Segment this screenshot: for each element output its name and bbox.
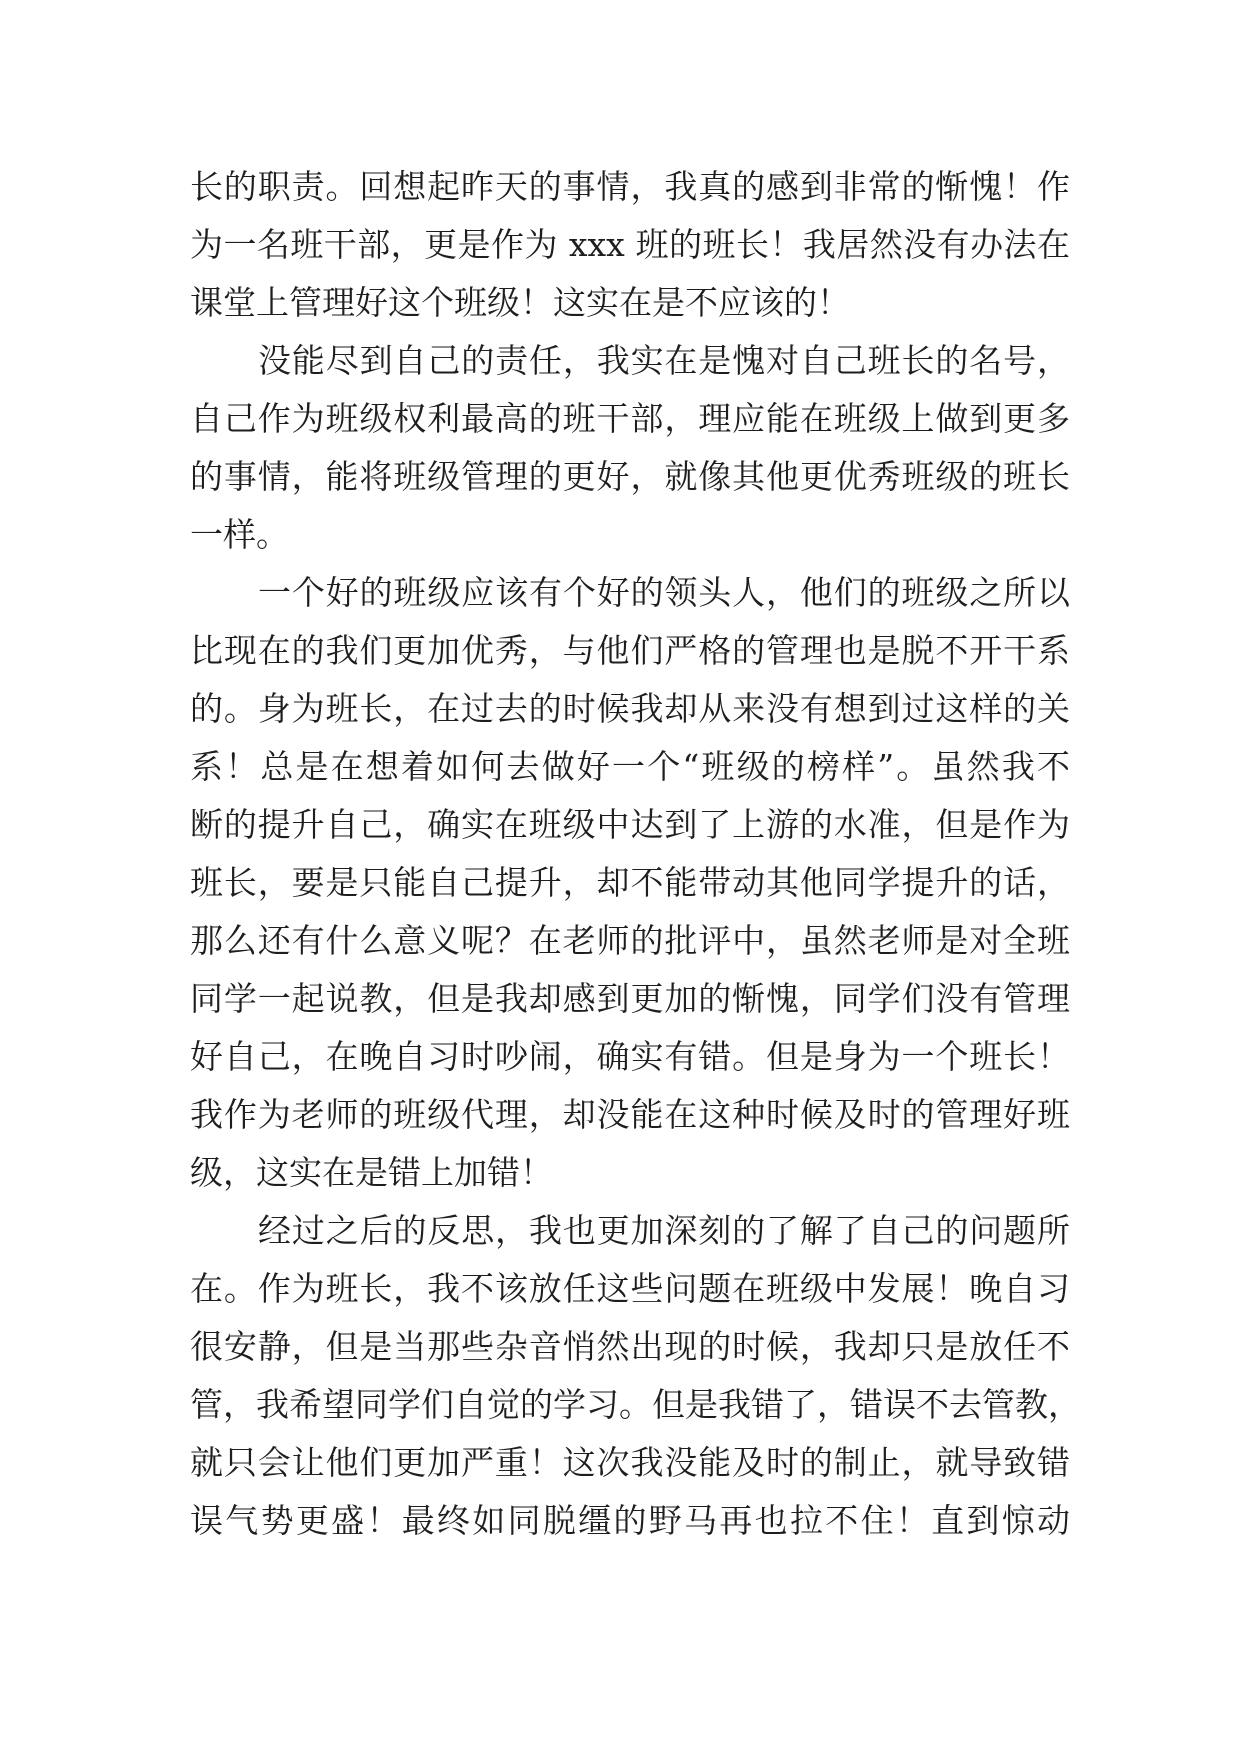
text-line: 很安静，但是当那些杂音悄然出现的时候，我却只是放任不 <box>190 1327 1070 1366</box>
text-line: 我作为老师的班级代理，却没能在这种时候及时的管理好班 <box>190 1095 1070 1134</box>
text-line: 的事情，能将班级管理的更好，就像其他更优秀班级的班长 <box>190 457 1070 496</box>
text-line: 一样。 <box>190 515 289 554</box>
text-line: 好自己，在晚自习时吵闹，确实有错。但是身为一个班长！ <box>190 1037 1070 1076</box>
text-line: 在。作为班长，我不该放任这些问题在班级中发展！晚自习 <box>190 1269 1070 1308</box>
text-line: 就只会让他们更加严重！这次我没能及时的制止，就导致错 <box>190 1443 1070 1482</box>
text-line: 自己作为班级权利最高的班干部，理应能在班级上做到更多 <box>190 399 1070 438</box>
text-line: 一个好的班级应该有个好的领头人，他们的班级之所以 <box>258 573 1070 612</box>
text-line: 比现在的我们更加优秀，与他们严格的管理也是脱不开干系 <box>190 631 1070 670</box>
text-line: 为一名班干部，更是作为 xxx 班的班长！我居然没有办法在 <box>190 225 1070 264</box>
paragraph-4 <box>190 1202 1081 1550</box>
text-line: 经过之后的反思，我也更加深刻的了解了自己的问题所 <box>258 1211 1070 1250</box>
text-line: 误气势更盛！最终如同脱缰的野马再也拉不住！直到惊动 <box>190 1501 1070 1540</box>
document-body <box>190 158 1081 1550</box>
paragraph-2 <box>190 332 1070 564</box>
text-line: 的。身为班长，在过去的时候我却从来没有想到过这样的关 <box>190 689 1070 728</box>
paragraph-1 <box>190 158 1070 332</box>
paragraph-3 <box>190 564 1070 1202</box>
text-line: 系！总是在想着如何去做好一个“班级的榜样”。虽然我不 <box>190 747 1070 786</box>
text-line: 长的职责。回想起昨天的事情，我真的感到非常的惭愧！作 <box>190 167 1070 206</box>
text-line: 那么还有什么意义呢？在老师的批评中，虽然老师是对全班 <box>190 921 1070 960</box>
text-line: 断的提升自己，确实在班级中达到了上游的水准，但是作为 <box>190 805 1070 844</box>
text-line: 没能尽到自己的责任，我实在是愧对自己班长的名号， <box>258 341 1070 380</box>
text-line: 同学一起说教，但是我却感到更加的惭愧，同学们没有管理 <box>190 979 1070 1018</box>
text-line: 班长，要是只能自己提升，却不能带动其他同学提升的话， <box>190 863 1070 902</box>
text-line: 管，我希望同学们自觉的学习。但是我错了，错误不去管教， <box>190 1385 1081 1424</box>
text-line: 级，这实在是错上加错！ <box>190 1153 553 1192</box>
text-line: 课堂上管理好这个班级！这实在是不应该的！ <box>190 283 850 322</box>
